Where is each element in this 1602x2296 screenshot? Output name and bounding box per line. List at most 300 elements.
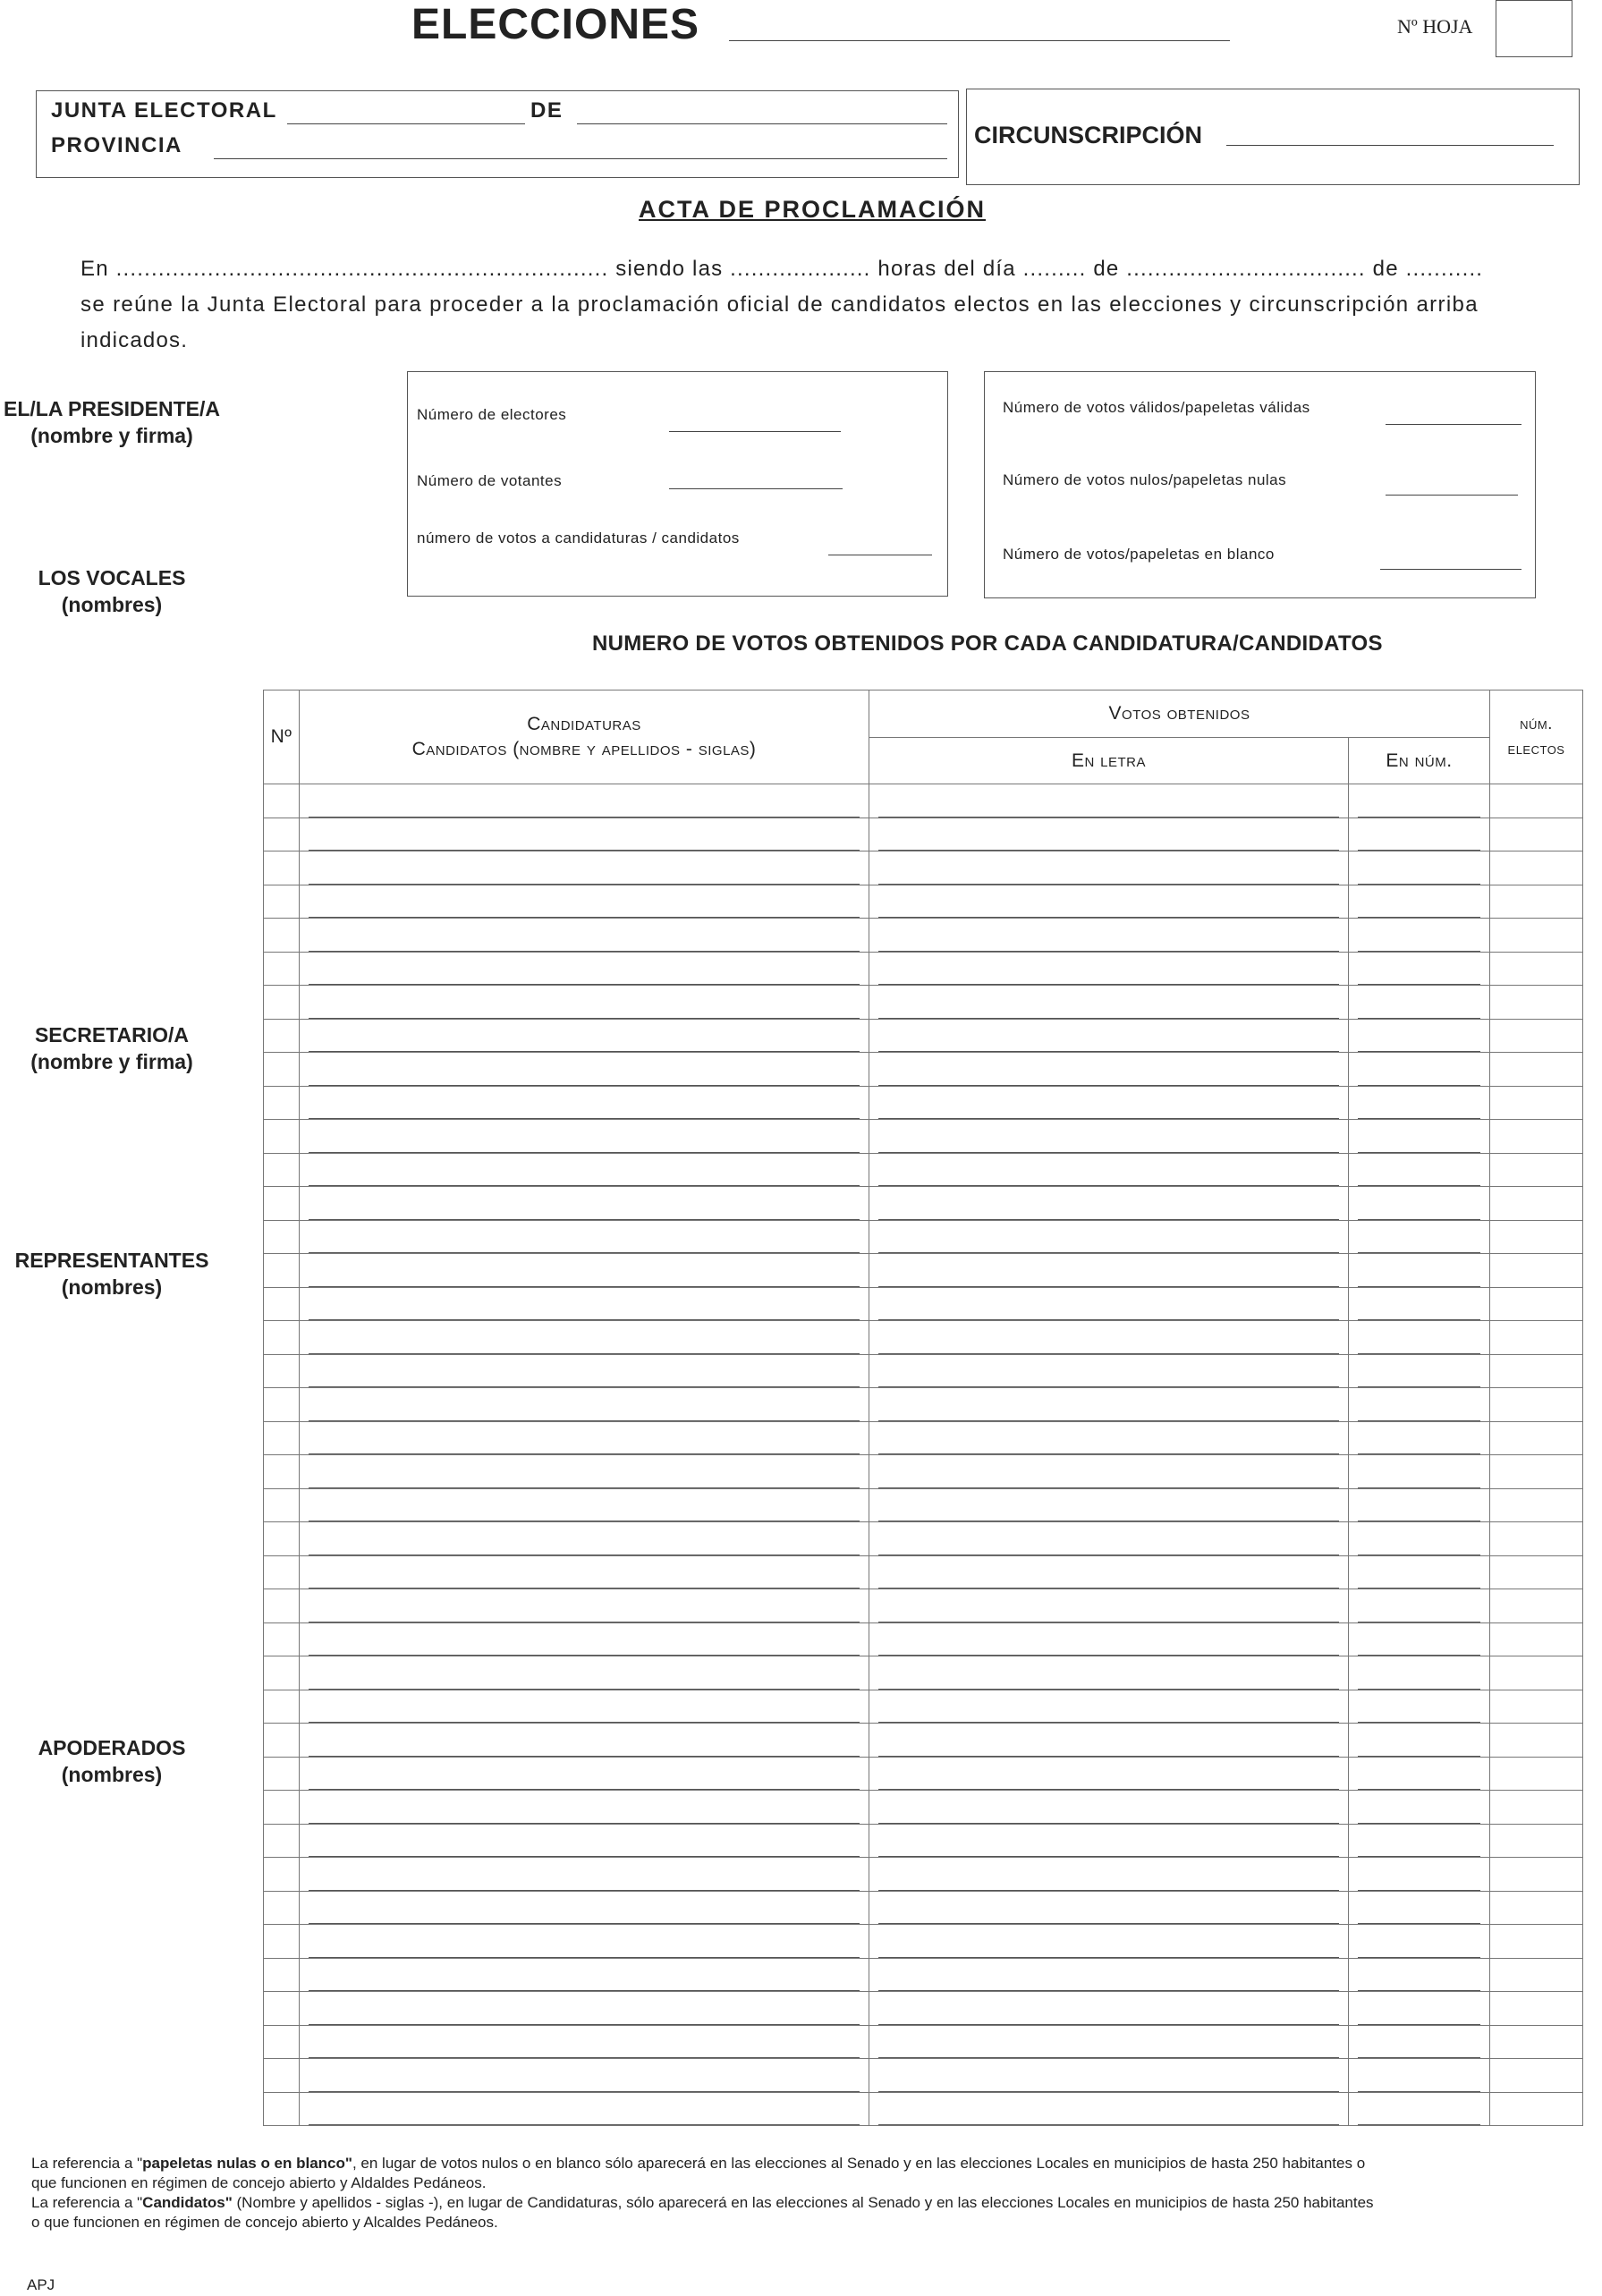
col-electos-subtitle: electos (1507, 740, 1565, 758)
cell-letra[interactable] (869, 851, 1349, 885)
nulos-label: Número de votos nulos/papeletas nulas (1003, 471, 1287, 488)
cell-letra[interactable] (869, 1992, 1349, 2026)
table-row (264, 1824, 1583, 1858)
cell-num[interactable] (1349, 1791, 1490, 1825)
cell-letra[interactable] (869, 1187, 1349, 1221)
table-row (264, 1187, 1583, 1221)
cell-no[interactable] (264, 885, 300, 919)
cell-num[interactable] (1349, 1488, 1490, 1522)
cell-candidatura[interactable] (300, 1120, 869, 1154)
cell-electos[interactable] (1490, 2025, 1583, 2059)
cell-no[interactable] (264, 1891, 300, 1925)
cell-candidatura[interactable] (300, 1622, 869, 1656)
cell-letra[interactable] (869, 2025, 1349, 2059)
cell-electos[interactable] (1490, 1522, 1583, 1556)
cell-letra[interactable] (869, 1891, 1349, 1925)
cell-electos[interactable] (1490, 1354, 1583, 1388)
cell-letra[interactable] (869, 1354, 1349, 1388)
cell-candidatura[interactable] (300, 1153, 869, 1187)
cell-letra[interactable] (869, 1589, 1349, 1623)
electores-label: Número de electores (417, 406, 567, 423)
col-votos-header: Votos obtenidos (869, 690, 1490, 738)
cell-electos[interactable] (1490, 1455, 1583, 1489)
apoderados-subtitle: (nombres) (61, 1763, 163, 1786)
cell-num[interactable] (1349, 1388, 1490, 1422)
cell-num[interactable] (1349, 1589, 1490, 1623)
cell-no[interactable] (264, 1589, 300, 1623)
table-row (264, 1791, 1583, 1825)
table-row (264, 885, 1583, 919)
cell-no[interactable] (264, 1354, 300, 1388)
cell-num[interactable] (1349, 1656, 1490, 1690)
cell-candidatura[interactable] (300, 1858, 869, 1892)
secretario-subtitle: (nombre y firma) (30, 1050, 193, 1073)
cell-num[interactable] (1349, 1455, 1490, 1489)
cell-candidatura[interactable] (300, 1254, 869, 1288)
table-row (264, 1086, 1583, 1120)
cell-electos[interactable] (1490, 1824, 1583, 1858)
cell-electos[interactable] (1490, 1120, 1583, 1154)
page-title: ELECCIONES (411, 1, 700, 48)
cell-electos[interactable] (1490, 1891, 1583, 1925)
cell-no[interactable] (264, 1824, 300, 1858)
table-row (264, 1220, 1583, 1254)
cell-num[interactable] (1349, 1724, 1490, 1758)
cell-no[interactable] (264, 1488, 300, 1522)
acta-title: ACTA DE PROCLAMACIÓN (639, 196, 986, 223)
de-label: DE (530, 98, 564, 123)
cell-letra[interactable] (869, 1388, 1349, 1422)
table-row (264, 1891, 1583, 1925)
table-row (264, 2025, 1583, 2059)
cell-letra[interactable] (869, 1690, 1349, 1724)
cell-candidatura[interactable] (300, 1086, 869, 1120)
cell-electos[interactable] (1490, 1187, 1583, 1221)
cell-no[interactable] (264, 1522, 300, 1556)
cell-num[interactable] (1349, 1690, 1490, 1724)
footer-note-1 (31, 2154, 1588, 2173)
cell-no[interactable] (264, 1153, 300, 1187)
blanco-line[interactable] (1380, 569, 1521, 570)
cell-no[interactable] (264, 2025, 300, 2059)
cell-letra[interactable] (869, 1019, 1349, 1053)
cell-electos[interactable] (1490, 1757, 1583, 1791)
cell-no[interactable] (264, 1757, 300, 1791)
note1-text: , en lugar de votos nulos o en blanco sólo aparecerá en las elecciones al Senado y en las elecciones Locales en municipios de hasta 250 habitantes o (352, 2155, 1366, 2172)
junta-label: JUNTA ELECTORAL (51, 98, 277, 123)
cell-electos[interactable] (1490, 1992, 1583, 2026)
presidente-label (0, 395, 224, 449)
cell-num[interactable] (1349, 1053, 1490, 1087)
votes-table (263, 690, 1583, 2126)
cell-electos[interactable] (1490, 1656, 1583, 1690)
cell-num[interactable] (1349, 1522, 1490, 1556)
cell-num[interactable] (1349, 1120, 1490, 1154)
cell-num[interactable] (1349, 1757, 1490, 1791)
hoja-box[interactable] (1496, 0, 1572, 57)
cell-letra[interactable] (869, 1488, 1349, 1522)
cell-no[interactable] (264, 986, 300, 1020)
cell-letra[interactable] (869, 986, 1349, 1020)
cell-candidatura[interactable] (300, 1321, 869, 1355)
table-row (264, 1254, 1583, 1288)
presidente-title: EL/LA PRESIDENTE/A (4, 397, 220, 420)
cell-electos[interactable] (1490, 1254, 1583, 1288)
cell-no[interactable] (264, 1925, 300, 1959)
cell-candidatura[interactable] (300, 1488, 869, 1522)
cell-candidatura[interactable] (300, 1958, 869, 1992)
cell-electos[interactable] (1490, 1019, 1583, 1053)
table-row (264, 1992, 1583, 2026)
cell-letra[interactable] (869, 818, 1349, 851)
blanco-label: Número de votos/papeletas en blanco (1003, 546, 1275, 563)
vocales-title: LOS VOCALES (38, 566, 186, 589)
col-letra-header: En letra (869, 738, 1349, 784)
cell-letra[interactable] (869, 1958, 1349, 1992)
write-line (309, 2124, 860, 2125)
cell-electos[interactable] (1490, 851, 1583, 885)
cell-num[interactable] (1349, 952, 1490, 986)
cell-letra[interactable] (869, 1421, 1349, 1455)
cell-no[interactable] (264, 1287, 300, 1321)
note2-text: (Nombre y apellidos - siglas -), en lugar de Candidaturas, sólo aparecerá en las elecciones al Senado y en las elecciones Locales en municipios de hasta 250 habitantes (232, 2194, 1374, 2211)
cell-num[interactable] (1349, 1086, 1490, 1120)
cell-num[interactable] (1349, 1254, 1490, 1288)
provincia-label: PROVINCIA (51, 133, 182, 157)
representantes-label (0, 1247, 224, 1301)
validos-label: Número de votos válidos/papeletas válidas (1003, 399, 1310, 416)
cell-electos[interactable] (1490, 1086, 1583, 1120)
cell-electos[interactable] (1490, 1858, 1583, 1892)
cell-candidatura[interactable] (300, 986, 869, 1020)
table-row (264, 1958, 1583, 1992)
cell-num[interactable] (1349, 2092, 1490, 2126)
de-line[interactable] (577, 123, 947, 124)
cell-candidatura[interactable] (300, 1388, 869, 1422)
cell-letra[interactable] (869, 1791, 1349, 1825)
cell-num[interactable] (1349, 919, 1490, 953)
cell-no[interactable] (264, 1690, 300, 1724)
cell-letra[interactable] (869, 1220, 1349, 1254)
cell-num[interactable] (1349, 885, 1490, 919)
cell-num[interactable] (1349, 1153, 1490, 1187)
validos-line[interactable] (1386, 424, 1521, 425)
cell-no[interactable] (264, 1455, 300, 1489)
cell-candidatura[interactable] (300, 1421, 869, 1455)
cell-letra[interactable] (869, 1622, 1349, 1656)
cell-candidatura[interactable] (300, 952, 869, 986)
cell-electos[interactable] (1490, 1589, 1583, 1623)
cell-num[interactable] (1349, 2025, 1490, 2059)
cell-no[interactable] (264, 952, 300, 986)
table-row (264, 1153, 1583, 1187)
cell-candidatura[interactable] (300, 1220, 869, 1254)
table-row (264, 1690, 1583, 1724)
nulos-line[interactable] (1386, 495, 1518, 496)
junta-box (36, 90, 959, 178)
cell-no[interactable] (264, 1220, 300, 1254)
cell-letra[interactable] (869, 1321, 1349, 1355)
cell-letra[interactable] (869, 1522, 1349, 1556)
cell-candidatura[interactable] (300, 1656, 869, 1690)
table-row (264, 1120, 1583, 1154)
cell-no[interactable] (264, 1858, 300, 1892)
cell-num[interactable] (1349, 851, 1490, 885)
cell-num[interactable] (1349, 1555, 1490, 1589)
cell-candidatura[interactable] (300, 2025, 869, 2059)
table-row (264, 1321, 1583, 1355)
cell-no[interactable] (264, 1120, 300, 1154)
table-row (264, 1724, 1583, 1758)
cell-candidatura[interactable] (300, 1589, 869, 1623)
cell-electos[interactable] (1490, 1321, 1583, 1355)
cell-no[interactable] (264, 818, 300, 851)
cell-candidatura[interactable] (300, 1690, 869, 1724)
cell-no[interactable] (264, 1656, 300, 1690)
cell-electos[interactable] (1490, 1690, 1583, 1724)
cell-num[interactable] (1349, 1354, 1490, 1388)
cell-no[interactable] (264, 1086, 300, 1120)
cell-candidatura[interactable] (300, 1354, 869, 1388)
vocales-label (0, 564, 224, 618)
cell-letra[interactable] (869, 1254, 1349, 1288)
cell-letra[interactable] (869, 952, 1349, 986)
circunscripcion-label: CIRCUNSCRIPCIÓN (974, 122, 1203, 148)
footer-note-1b: que funcionen en régimen de concejo abierto y Aldaldes Pedáneos. (31, 2174, 487, 2191)
table-row (264, 1053, 1583, 1087)
secretario-title: SECRETARIO/A (34, 1023, 190, 1046)
cell-candidatura[interactable] (300, 919, 869, 953)
cell-electos[interactable] (1490, 1958, 1583, 1992)
cell-no[interactable] (264, 1992, 300, 2026)
table-row (264, 1589, 1583, 1623)
votos-candidaturas-label: número de votos a candidaturas / candidatos (417, 530, 740, 546)
cell-no[interactable] (264, 1421, 300, 1455)
cell-electos[interactable] (1490, 2059, 1583, 2093)
cell-no[interactable] (264, 1791, 300, 1825)
cell-candidatura[interactable] (300, 2059, 869, 2093)
footer-code: APJ (27, 2276, 55, 2293)
cell-num[interactable] (1349, 1992, 1490, 2026)
cell-no[interactable] (264, 1958, 300, 1992)
hoja-label: Nº HOJA (1397, 15, 1473, 38)
counts-right-box (984, 371, 1536, 598)
table-row (264, 1622, 1583, 1656)
footer-note-2b: o que funcionen en régimen de concejo abierto y Alcaldes Pedáneos. (31, 2214, 498, 2231)
table-row (264, 1488, 1583, 1522)
votantes-label: Número de votantes (417, 472, 563, 489)
cell-letra[interactable] (869, 1757, 1349, 1791)
circunscripcion-line[interactable] (1226, 145, 1554, 146)
footer-note-2 (31, 2193, 1588, 2213)
cell-letra[interactable] (869, 1086, 1349, 1120)
cell-num[interactable] (1349, 818, 1490, 851)
cell-letra[interactable] (869, 919, 1349, 953)
apoderados-title: APODERADOS (38, 1736, 186, 1759)
cell-no[interactable] (264, 1724, 300, 1758)
cell-letra[interactable] (869, 1053, 1349, 1087)
table-row (264, 1421, 1583, 1455)
cell-letra[interactable] (869, 1153, 1349, 1187)
cell-num[interactable] (1349, 1925, 1490, 1959)
cell-letra[interactable] (869, 1287, 1349, 1321)
cell-electos[interactable] (1490, 784, 1583, 818)
cell-letra[interactable] (869, 885, 1349, 919)
representantes-subtitle: (nombres) (61, 1275, 163, 1299)
cell-candidatura[interactable] (300, 1187, 869, 1221)
electores-line[interactable] (669, 431, 841, 432)
cell-candidatura[interactable] (300, 1757, 869, 1791)
counts-left-box (407, 371, 948, 597)
cell-electos[interactable] (1490, 1053, 1583, 1087)
cell-electos[interactable] (1490, 1791, 1583, 1825)
cell-electos[interactable] (1490, 1555, 1583, 1589)
cell-electos[interactable] (1490, 1724, 1583, 1758)
cell-electos[interactable] (1490, 818, 1583, 851)
cell-letra[interactable] (869, 1824, 1349, 1858)
cell-num[interactable] (1349, 1958, 1490, 1992)
col-candidaturas-header (300, 690, 869, 784)
cell-letra[interactable] (869, 1925, 1349, 1959)
cell-candidatura[interactable] (300, 1522, 869, 1556)
provincia-line[interactable] (214, 158, 947, 159)
secretario-label (0, 1021, 224, 1075)
circunscripcion-box (966, 89, 1580, 185)
cell-no[interactable] (264, 1019, 300, 1053)
acta-line-1: En ...................................................................... siendo las .................... horas del día ......... de .................................. de ........... (81, 257, 1484, 281)
col-candidatos-subtitle: Candidatos (nombre y apellidos - siglas) (411, 739, 757, 759)
cell-num[interactable] (1349, 784, 1490, 818)
cell-candidatura[interactable] (300, 1891, 869, 1925)
cell-num[interactable] (1349, 1858, 1490, 1892)
cell-candidatura[interactable] (300, 1992, 869, 2026)
cell-no[interactable] (264, 2092, 300, 2126)
note1-prefix: La referencia a " (31, 2155, 143, 2172)
cell-num[interactable] (1349, 2059, 1490, 2093)
cell-num[interactable] (1349, 1421, 1490, 1455)
cell-no[interactable] (264, 1187, 300, 1221)
cell-candidatura[interactable] (300, 885, 869, 919)
representantes-title: REPRESENTANTES (14, 1249, 209, 1272)
cell-candidatura[interactable] (300, 1053, 869, 1087)
cell-candidatura[interactable] (300, 2092, 869, 2126)
cell-num[interactable] (1349, 1824, 1490, 1858)
cell-num[interactable] (1349, 1019, 1490, 1053)
cell-no[interactable] (264, 1254, 300, 1288)
cell-num[interactable] (1349, 1891, 1490, 1925)
cell-candidatura[interactable] (300, 1791, 869, 1825)
table-row (264, 919, 1583, 953)
cell-candidatura[interactable] (300, 1724, 869, 1758)
cell-electos[interactable] (1490, 986, 1583, 1020)
table-row (264, 1019, 1583, 1053)
apoderados-label (0, 1734, 224, 1788)
cell-electos[interactable] (1490, 1622, 1583, 1656)
cell-letra[interactable] (869, 784, 1349, 818)
cell-electos[interactable] (1490, 952, 1583, 986)
presidente-subtitle: (nombre y firma) (30, 424, 193, 447)
cell-electos[interactable] (1490, 885, 1583, 919)
vocales-subtitle: (nombres) (61, 593, 163, 616)
cell-electos[interactable] (1490, 1153, 1583, 1187)
cell-electos[interactable] (1490, 1287, 1583, 1321)
write-line (1358, 2124, 1480, 2125)
cell-letra[interactable] (869, 1724, 1349, 1758)
cell-candidatura[interactable] (300, 1555, 869, 1589)
elecciones-line[interactable] (729, 40, 1230, 41)
cell-letra[interactable] (869, 1555, 1349, 1589)
cell-num[interactable] (1349, 1622, 1490, 1656)
cell-no[interactable] (264, 1622, 300, 1656)
table-row (264, 1757, 1583, 1791)
table-row (264, 2092, 1583, 2126)
cell-no[interactable] (264, 1321, 300, 1355)
cell-candidatura[interactable] (300, 1455, 869, 1489)
footer-notes (31, 2154, 1588, 2232)
cell-electos[interactable] (1490, 1421, 1583, 1455)
table-row (264, 1455, 1583, 1489)
col-electos-title: núm. (1520, 715, 1553, 733)
cell-candidatura[interactable] (300, 784, 869, 818)
cell-letra[interactable] (869, 1858, 1349, 1892)
table-row (264, 952, 1583, 986)
col-no-header: Nº (264, 690, 300, 784)
table-row (264, 1287, 1583, 1321)
cell-letra[interactable] (869, 1656, 1349, 1690)
cell-no[interactable] (264, 784, 300, 818)
table-row (264, 1858, 1583, 1892)
cell-no[interactable] (264, 1555, 300, 1589)
votantes-line[interactable] (669, 488, 843, 489)
cell-candidatura[interactable] (300, 1287, 869, 1321)
cell-candidatura[interactable] (300, 1019, 869, 1053)
note2-prefix: La referencia a " (31, 2194, 143, 2211)
cell-electos[interactable] (1490, 2092, 1583, 2126)
cell-num[interactable] (1349, 1187, 1490, 1221)
table-body (264, 784, 1583, 2126)
cell-num[interactable] (1349, 1287, 1490, 1321)
table-row (264, 784, 1583, 818)
cell-no[interactable] (264, 1388, 300, 1422)
cell-no[interactable] (264, 1053, 300, 1087)
table-row (264, 1354, 1583, 1388)
cell-num[interactable] (1349, 1321, 1490, 1355)
cell-letra[interactable] (869, 2059, 1349, 2093)
table-row (264, 986, 1583, 1020)
cell-electos[interactable] (1490, 1388, 1583, 1422)
cell-candidatura[interactable] (300, 818, 869, 851)
cell-letra[interactable] (869, 1120, 1349, 1154)
cell-num[interactable] (1349, 1220, 1490, 1254)
table-row (264, 1388, 1583, 1422)
cell-candidatura[interactable] (300, 1925, 869, 1959)
cell-no[interactable] (264, 851, 300, 885)
cell-no[interactable] (264, 919, 300, 953)
table-row (264, 818, 1583, 851)
cell-candidatura[interactable] (300, 1824, 869, 1858)
cell-letra[interactable] (869, 1455, 1349, 1489)
cell-electos[interactable] (1490, 1488, 1583, 1522)
table-heading: NUMERO DE VOTOS OBTENIDOS POR CADA CANDIDATURA/CANDIDATOS (592, 631, 1383, 656)
cell-no[interactable] (264, 2059, 300, 2093)
cell-electos[interactable] (1490, 1220, 1583, 1254)
cell-electos[interactable] (1490, 919, 1583, 953)
cell-num[interactable] (1349, 986, 1490, 1020)
junta-line[interactable] (287, 123, 525, 124)
cell-letra[interactable] (869, 2092, 1349, 2126)
cell-candidatura[interactable] (300, 851, 869, 885)
cell-electos[interactable] (1490, 1925, 1583, 1959)
